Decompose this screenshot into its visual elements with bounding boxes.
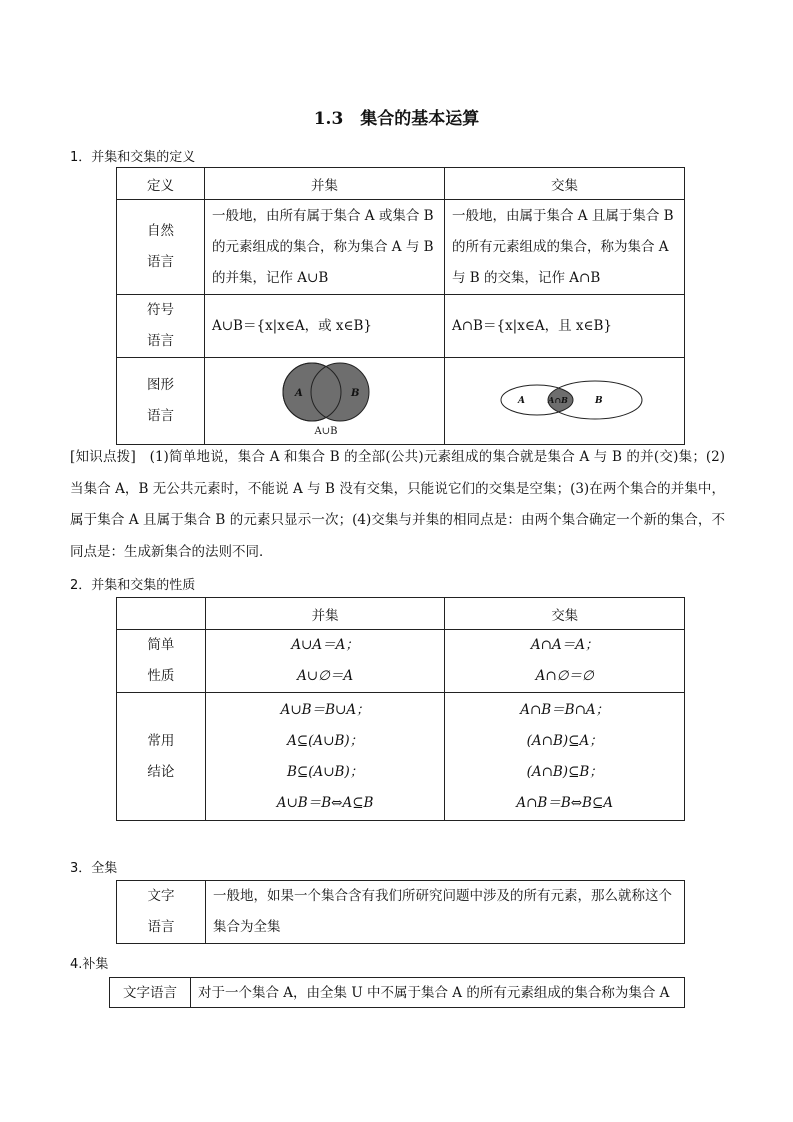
- label-line: 结论: [147, 763, 175, 780]
- cell-union-simple: [205, 630, 445, 693]
- header-intersection: 交集: [445, 598, 685, 630]
- intersection-venn-diagram: [445, 358, 684, 440]
- section-2-heading: 2．并集和交集的性质: [70, 578, 196, 593]
- header-union: 并集: [205, 168, 445, 200]
- row-label-simple-properties: [117, 630, 206, 693]
- cell-union-venn: [205, 358, 445, 445]
- table-row-symbolic-language: [117, 295, 685, 358]
- label-line: 语言: [147, 254, 174, 270]
- cell-universal-set-definition: [206, 881, 685, 944]
- section-3-heading: 3．全集: [70, 861, 118, 876]
- row-label-text-language: [117, 881, 206, 944]
- row-label-symbolic-language: [117, 295, 205, 358]
- universal-set-table: [116, 880, 685, 944]
- label-line: 简单: [147, 637, 175, 653]
- table-row-graphic-language: [117, 358, 685, 445]
- cell-intersection-venn: [445, 358, 685, 445]
- section-1-heading: 1．并集和交集的定义: [70, 150, 196, 165]
- intersection-symbolic-text: A∩B＝{x|x∈A，且 x∈B}: [452, 317, 612, 334]
- cell-union-common: [205, 693, 445, 821]
- header-intersection: 交集: [445, 168, 685, 200]
- label-line: 符号: [147, 302, 174, 318]
- row-label-natural-language: [117, 200, 205, 295]
- venn-label-a: A: [518, 396, 525, 406]
- label-line: 常用: [147, 732, 175, 749]
- venn-label-b: B: [595, 396, 603, 406]
- union-intersection-definition-table: [116, 167, 685, 445]
- formula: A∪B＝B∪A；: [280, 701, 370, 718]
- row-label-text-language: 文字语言: [110, 978, 191, 1008]
- label-line: 图形: [147, 377, 174, 393]
- cell-intersection-natural: [445, 200, 685, 295]
- knowledge-tip-paragraph: [知识点拨] (1)简单地说，集合 A 和集合 B 的全部(公共)元素组成的集合就是集合 A 与 B 的并(交)集；(2)当集合 A，B 无公共元素时，不能说 A 与 B 没有交集，只能说它们的交集是空集；(3)在两个集合的并集中，属于集合 A 且属于集合 B 的元素只显示一次；(4)交集与并集的相同点是：由两个集合确定一个新的集合，不同点是：生成新集合的法则不同．: [70, 449, 725, 560]
- section-4-heading: 4.补集: [70, 957, 109, 972]
- table-row-universal-set: [117, 881, 685, 944]
- table-row-complement: [110, 978, 685, 1008]
- formula: A∩B＝B∩A；: [520, 701, 610, 718]
- header-empty: [117, 598, 206, 630]
- table-row-simple-properties: [117, 630, 685, 693]
- page-title: 1.3 集合的基本运算: [313, 109, 480, 129]
- cell-union-symbolic: [205, 295, 445, 358]
- label-line: 自然: [147, 223, 174, 239]
- row-label-graphic-language: [117, 358, 205, 445]
- formula: (A∩B)⊆A；: [526, 732, 603, 749]
- venn-circle-b: [311, 363, 369, 421]
- formula: A∩∅＝∅: [535, 668, 594, 684]
- formula: B⊆(A∪B)；: [286, 763, 364, 780]
- header-definition: 定义: [117, 168, 205, 200]
- table-header-row: [117, 168, 685, 200]
- formula: A∩B＝B⇔B⊆A: [516, 794, 614, 811]
- cell-intersection-simple: [445, 630, 685, 693]
- label-line: 性质: [147, 668, 175, 684]
- venn-label-b: B: [351, 388, 360, 399]
- formula: A∪∅＝A: [297, 668, 354, 684]
- label-line: 文字: [147, 888, 175, 904]
- cell-complement-definition: [191, 978, 685, 1008]
- complement-text: 对于一个集合 A，由全集 U 中不属于集合 A 的所有元素组成的集合称为集合 A: [198, 984, 670, 1001]
- set-properties-table: [116, 597, 685, 821]
- cell-union-natural: [205, 200, 445, 295]
- venn-caption: A∪B: [314, 426, 338, 437]
- formula: (A∩B)⊆B；: [526, 763, 603, 780]
- formula: A⊆(A∪B)；: [287, 732, 364, 749]
- formula: A∩A＝A；: [530, 637, 599, 653]
- label-line: 语言: [147, 333, 174, 349]
- row-label-common-conclusions: [117, 693, 206, 821]
- label-line: 语言: [147, 408, 174, 424]
- table-header-row: [117, 598, 685, 630]
- complement-set-table: [109, 977, 685, 1008]
- label-line: 语言: [147, 919, 175, 935]
- formula: A∪B＝B⇔A⊆B: [276, 794, 374, 811]
- formula: A∪A＝A；: [291, 637, 359, 653]
- intersection-natural-text: 一般地，由属于集合 A 且属于集合 B 的所有元素组成的集合，称为集合 A 与 B 的交集，记作 A∩B: [452, 207, 674, 286]
- header-union: 并集: [205, 598, 445, 630]
- union-natural-text: 一般地，由所有属于集合 A 或集合 B 的元素组成的集合，称为集合 A 与 B 的并集，记作 A∪B: [212, 207, 434, 286]
- table-row-common-conclusions: [117, 693, 685, 821]
- venn-label-a: A: [295, 388, 303, 399]
- universal-set-text: 一般地，如果一个集合含有我们所研究问题中涉及的所有元素，那么就称这个集合为全集: [213, 888, 672, 935]
- venn-label-ab: A∩B: [548, 395, 568, 405]
- cell-intersection-common: [445, 693, 685, 821]
- union-venn-diagram: [205, 358, 444, 440]
- cell-intersection-symbolic: [445, 295, 685, 358]
- table-row-natural-language: [117, 200, 685, 295]
- union-symbolic-text: A∪B＝{x|x∈A，或 x∈B}: [212, 317, 372, 334]
